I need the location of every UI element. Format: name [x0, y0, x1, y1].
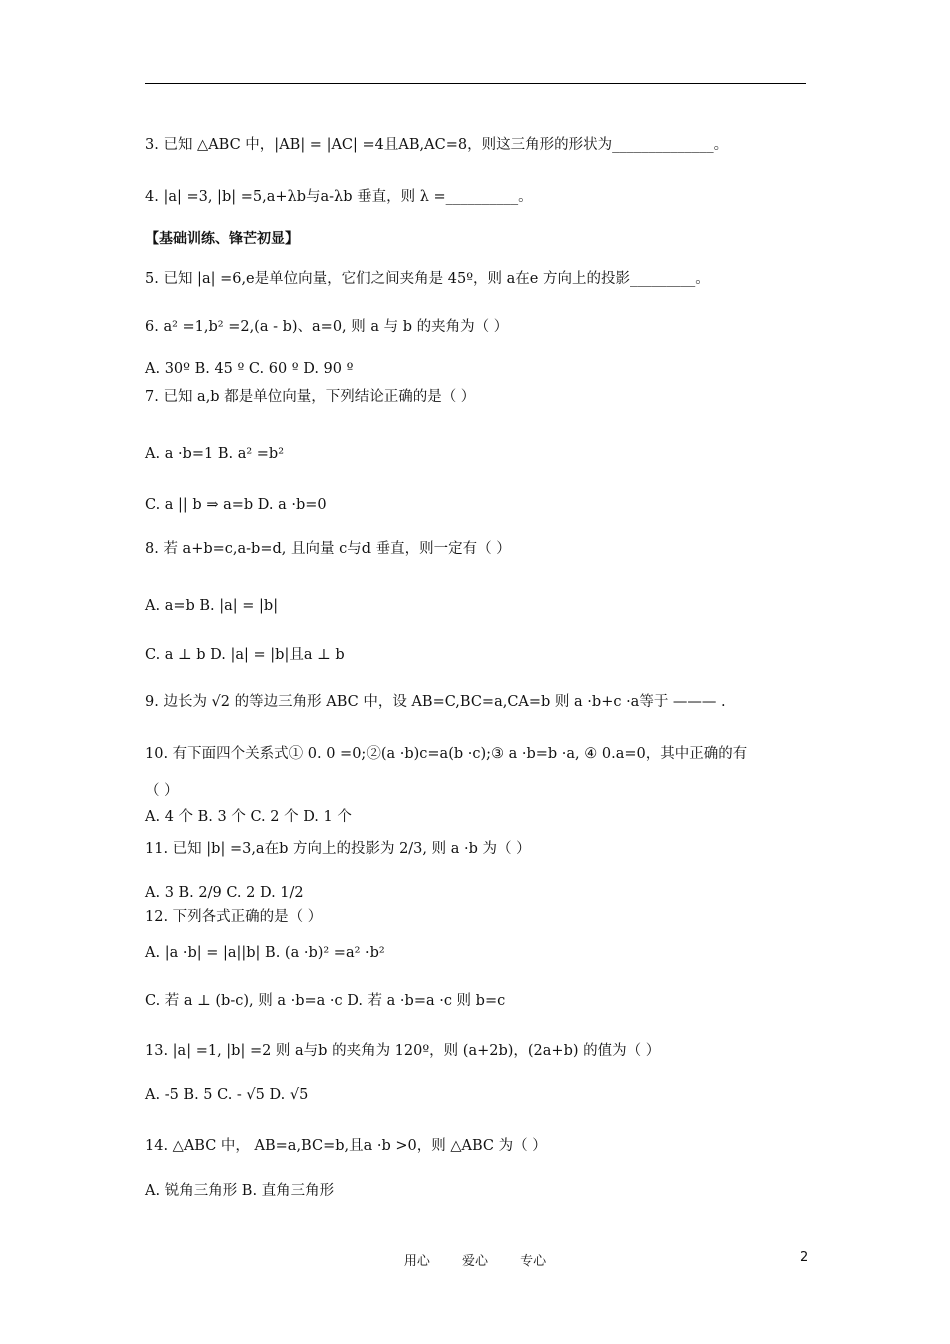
question-7-options-cd: C. a || b ⇒ a=b D. a ·b=0 — [145, 497, 327, 513]
question-11-options: A. 3 B. 2/9 C. 2 D. 1/2 — [145, 885, 304, 901]
question-11: 11. 已知 |b| =3,a在b 方向上的投影为 2/3, 则 a ·b 为（ ） — [145, 841, 531, 857]
question-10-paren: （ ） — [145, 783, 179, 799]
question-14: 14. △ABC 中， AB=a,BC=b,且a ·b >0，则 △ABC 为（ ） — [145, 1138, 547, 1154]
question-8-options-cd: C. a ⊥ b D. |a| = |b|且a ⊥ b — [145, 647, 345, 663]
question-7: 7. 已知 a,b 都是单位向量，下列结论正确的是（ ） — [145, 389, 476, 405]
question-13: 13. |a| =1, |b| =2 则 a与b 的夹角为 120º，则 (a+2b)，(2a+b) 的值为（ ） — [145, 1043, 661, 1059]
question-10: 10. 有下面四个关系式① 0. 0 =0;②(a ·b)c=a(b ·c);③ a ·b=b ·a, ④ 0.a=0，其中正确的有 — [145, 746, 748, 762]
question-9: 9. 边长为 √2 的等边三角形 ABC 中，设 AB=C,BC=a,CA=b 则 a ·b+c ·a等于 ——— . — [145, 694, 726, 710]
question-8-options-ab: A. a=b B. |a| = |b| — [145, 598, 279, 614]
question-10-options: A. 4 个 B. 3 个 C. 2 个 D. 1 个 — [145, 809, 352, 825]
footer-item: 爱心 — [461, 1254, 488, 1269]
question-6: 6. a² =1,b² =2,(a - b)、a=0, 则 a 与 b 的夹角为（ ） — [145, 319, 509, 335]
question-6-options: A. 30º B. 45 º C. 60 º D. 90 º — [145, 361, 354, 377]
footer-item: 用心 — [403, 1254, 430, 1269]
question-12-options-ab: A. |a ·b| = |a||b| B. (a ·b)² =a² ·b² — [145, 945, 385, 961]
section-heading: 【基础训练、锋芒初显】 — [145, 231, 299, 247]
question-3: 3. 已知 △ABC 中，|AB| = |AC| =4且AB,AC=8，则这三角形的形状为______________。 — [145, 137, 729, 153]
question-7-options-ab: A. a ·b=1 B. a² =b² — [145, 446, 285, 462]
question-4: 4. |a| =3, |b| =5,a+λb与a-λb 垂直，则 λ =__________。 — [145, 189, 533, 205]
page-number: 2 — [800, 1250, 809, 1265]
question-5: 5. 已知 |a| =6,e是单位向量，它们之间夹角是 45º，则 a在e 方向上的投影_________。 — [145, 271, 710, 287]
question-14-options: A. 锐角三角形 B. 直角三角形 — [145, 1183, 335, 1199]
question-8: 8. 若 a+b=c,a-b=d, 且向量 c与d 垂直，则一定有（ ） — [145, 541, 511, 557]
question-13-options: A. -5 B. 5 C. - √5 D. √5 — [145, 1087, 309, 1103]
question-12-options-cd: C. 若 a ⊥ (b-c), 则 a ·b=a ·c D. 若 a ·b=a ·c 则 b=c — [145, 993, 506, 1009]
footer-item: 专心 — [520, 1254, 547, 1269]
header-rule — [145, 83, 806, 84]
question-12: 12. 下列各式正确的是（ ） — [145, 909, 323, 925]
